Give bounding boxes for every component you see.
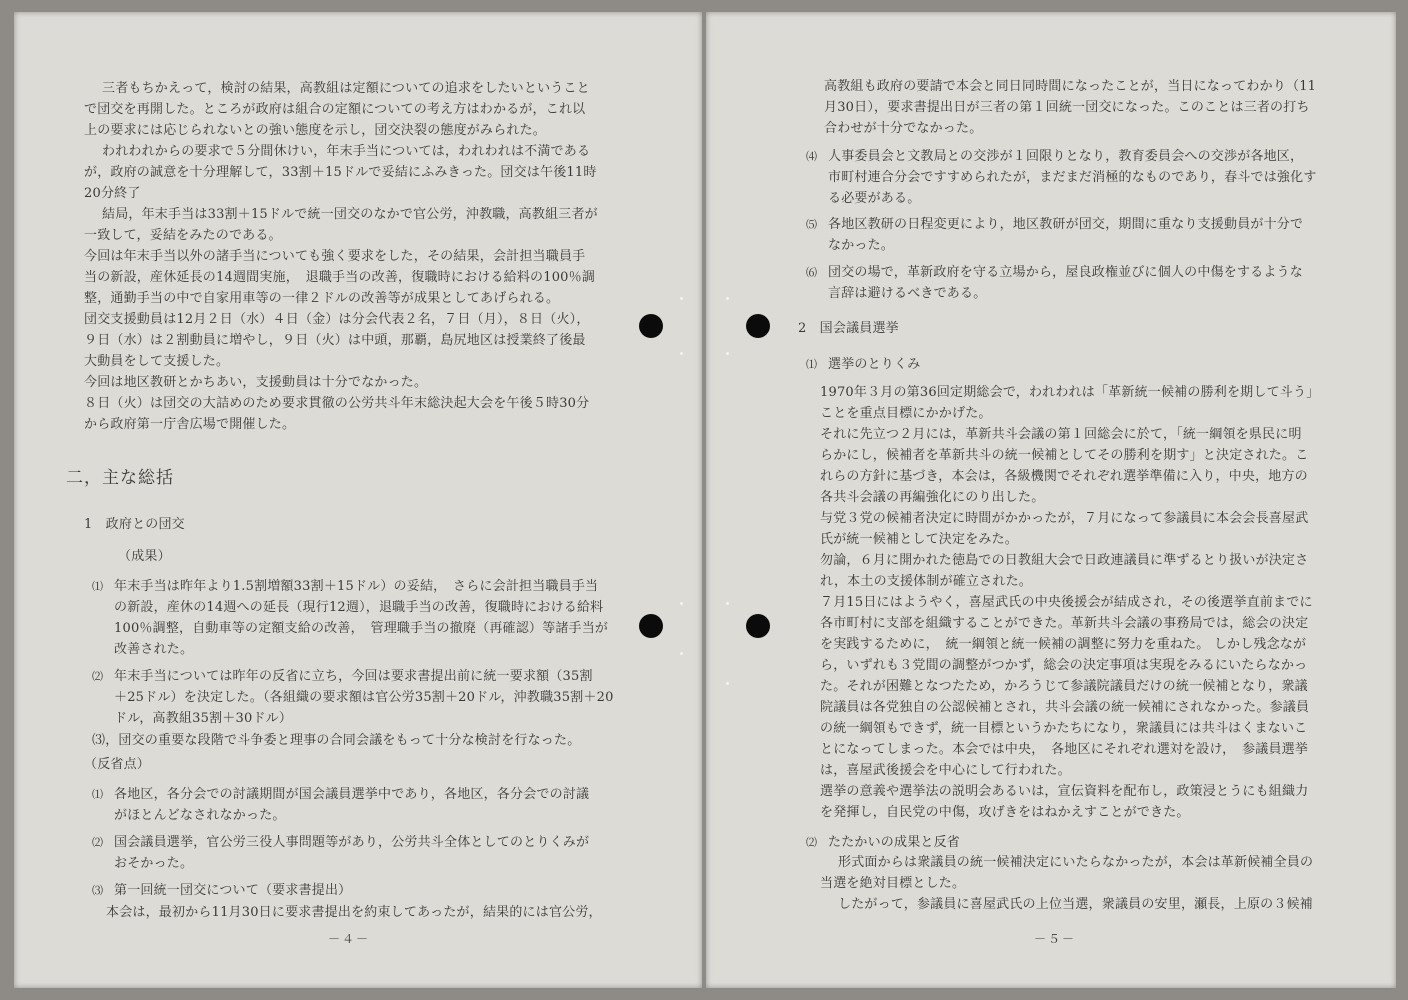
paper-speck	[680, 602, 683, 605]
text-line: 第一回統一団交について（要求書提出）	[114, 883, 352, 898]
text-line: 各共斗会議の再編強化にのり出した。	[820, 490, 1045, 505]
text-line: る必要がある。	[828, 191, 921, 206]
binder-hole	[746, 614, 770, 638]
text-line: 団交の場で，革新政府を守る立場から，屋良政権並びに個人の中傷をするような	[828, 265, 1303, 280]
text-line: 今回は年末手当以外の諸手当についても強く要求をした，その結果，会計担当職員手	[84, 249, 586, 264]
result-item-1	[92, 576, 632, 660]
item-number: ⑹	[806, 266, 818, 279]
paper-speck	[680, 352, 683, 355]
paper-speck	[680, 652, 683, 655]
text-line: 大動員をして支援した。	[84, 354, 230, 369]
page-number: －４－	[328, 932, 371, 946]
result-item-3: ⑶，団交の重要な段階で斗争委と理事の合同会議をもって十分な検討を行なった。	[92, 733, 581, 748]
reflection-item-4	[806, 146, 1351, 209]
text-line: 100％調整，自動車等の定額支給の改善， 管理職手当の撤廃（再確認）等諸手当が	[114, 621, 609, 636]
text-line: 年末手当については昨年の反省に立ち，今回は要求書提出前に統一要求額（35割	[114, 669, 593, 684]
binder-hole	[746, 314, 770, 338]
text-line: がほとんどなされなかった。	[114, 808, 286, 823]
text-line: 結局，年末手当は33割＋15ドルで統一団交のなかで官公労，沖教職，高教組三者が	[102, 207, 598, 222]
text-line: 各地区，各分会での討議期間が国会議員選挙中であり，各地区，各分会での討議	[114, 787, 590, 802]
text-line: 1970年３月の第36回定期総会で，われわれは「革新統一候補の勝利を期して斗う」	[820, 385, 1320, 400]
left-page	[14, 12, 702, 988]
election-body	[820, 382, 1350, 823]
binder-hole	[639, 614, 663, 638]
text-line: れ，本土の支援体制が確立された。	[820, 574, 1032, 589]
item-number: ⑴	[806, 358, 818, 371]
paper-speck	[680, 297, 683, 300]
text-line: ことを重点目標にかかげた。	[820, 406, 992, 421]
reflection-item-6	[806, 262, 1351, 304]
text-line: ら，いずれも３党間の調整がつかず，総会の決定事項は実現をみるにいたらなかっ	[820, 658, 1308, 673]
item-number: ⑵	[806, 836, 818, 849]
paper-speck	[726, 352, 729, 355]
text-line: 氏が統一候補として決定をみた。	[820, 532, 1019, 547]
text-line: ドル，高教組35割＋30ドル）	[114, 711, 293, 726]
section-heading: 二，主な総括	[66, 468, 174, 488]
text-line: 20分終了	[84, 186, 141, 201]
text-line: が，政府の誠意を十分理解して，33割＋15ドルで妥結にふみきった。団交は午後11時	[84, 165, 597, 180]
text-line: 各地区教研の日程変更により，地区教研が団交，期間に重なり支援動員が十分で	[828, 217, 1304, 232]
text-line: 三者もちかえって，検討の結果，高教組は定額についての追求をしたいということ	[102, 81, 590, 96]
paper-speck	[726, 297, 729, 300]
text-line: 言辞は避けるべきである。	[828, 286, 987, 301]
text-line: とになってしまった。本会では中央， 各地区にそれぞれ選対を設け， 参議員選挙	[820, 742, 1309, 757]
text-line: 市町村連合分会ですすめられたが，まだまだ消極的なものであり，春斗では強化す	[828, 170, 1317, 185]
page-number: －５－	[1034, 932, 1077, 946]
text-line: 上の要求には応じられないとの強い態度を示し，団交決裂の態度がみられた。	[84, 123, 547, 138]
reflection-item-5	[806, 214, 1351, 256]
item-number: ⑸	[806, 218, 818, 231]
reflection-item-3-body: 本会は，最初から11月30日に要求書提出を約束してあったが，結果的には官公労，	[106, 905, 602, 920]
item-number: ⑷	[806, 150, 818, 163]
text-line: ＋25ドル）を決定した。（各組織の要求額は官公労35割＋20ドル，沖教職35割＋20	[114, 690, 614, 705]
text-line: 勿論，６月に開かれた徳島での日教組大会で日政連議員に準ずるとり扱いが決定さ	[820, 553, 1309, 568]
text-line: なかった。	[828, 238, 895, 253]
results-label: （成果）	[118, 549, 171, 564]
text-line: したがって，参議員に喜屋武氏の上位当選，衆議員の安里，瀬長，上原の３候補	[838, 897, 1313, 912]
text-line: 合わせが十分でなかった。	[824, 121, 983, 136]
text-line: ８日（火）は団交の大詰めのため要求貫徹の公労共斗年末総決起大会を午後５時30分	[84, 396, 590, 411]
result-item-2	[92, 666, 632, 729]
text-line: らかにし，候補者を革新共斗の統一候補としてその勝利を期す」と決定された。こ	[820, 448, 1309, 463]
text-line: 人事委員会と文教局との交渉が１回限りとなり，教育委員会への交渉が各地区，	[828, 149, 1304, 164]
item-number: ⑴	[92, 580, 104, 593]
text-line: 月30日），要求書提出日が三者の第１回統一団交になった。このことは三者の打ち	[824, 100, 1310, 115]
item-number: ⑶	[92, 884, 104, 897]
subheading-text: たたかいの成果と反省	[828, 835, 961, 850]
reflection-item-3	[92, 880, 632, 901]
text-line: 一致して，妥結をみたのである。	[84, 228, 282, 243]
text-line: 院議員は各党独自の公認候補とされ，共斗会議の統一候補にされなかった。参議員	[820, 700, 1310, 715]
text-line: 団交支援動員は12月２日（水）４日（金）は分会代表２名，７日（月），８日（火），	[84, 312, 590, 327]
election-results-body	[820, 852, 1350, 915]
text-line: おそかった。	[114, 856, 194, 871]
text-line: を実践するために， 統一綱領と統一候補の調整に努力を重ねた。 しかし残念なが	[820, 637, 1307, 652]
text-line: われわれからの要求で５分間休けい，年末手当については，われわれは不満である	[102, 144, 591, 159]
text-line: 整，通勤手当の中で自家用車等の一律２ドルの改善等が成果としてあげられる。	[84, 291, 560, 306]
subheading-text: 選挙のとりくみ	[828, 357, 921, 372]
text-line: は，喜屋武後援会を中心にして行われた。	[820, 763, 1071, 778]
text-line: た。それが困難となつたため，かろうじて参議院議員だけの統一候補となり，衆議	[820, 679, 1308, 694]
text-line: を発揮し，自民党の中傷，攻げきをはねかえすことができた。	[820, 805, 1190, 820]
text-line: 形式面からは衆議員の統一候補決定にいたらなかったが，本会は革新候補全員の	[838, 855, 1314, 870]
paper-speck	[726, 682, 729, 685]
subsection-heading: 2 国会議員選挙	[798, 321, 899, 336]
reflection-item-2	[92, 832, 632, 874]
text-line: それに先立つ２月には，革新共斗会議の第１回総会に於て，「統一綱領を県民に明	[820, 427, 1302, 442]
election-subheading-2	[806, 832, 1351, 853]
text-line: 選挙の意義や選挙法の説明会あるいは，宣伝資料を配布し，政策浸とうにも組織力	[820, 784, 1309, 799]
subsection-heading: 1 政府との団交	[84, 517, 185, 532]
reflection-item-1	[92, 784, 632, 826]
text-line: の新設，産休の14週への延長（現行12週），退職手当の改善，復職時における給料	[114, 600, 604, 615]
paper-speck	[726, 602, 729, 605]
text-line: ７月15日にはようやく，喜屋武氏の中央後援会が結成され，その後選挙直前までに	[820, 595, 1313, 610]
continued-paragraph	[824, 76, 1354, 139]
text-line: で団交を再開した。ところが政府は組合の定額についての考え方はわかるが，これ以	[84, 102, 586, 117]
text-line: 改善された。	[114, 642, 194, 657]
text-line: の統一綱領もできず，統一目標というかたちになり，衆議員には共斗はくまないこ	[820, 721, 1308, 736]
text-line: ９日（水）は２割動員に増やし，９日（火）は中頭，那覇，島尻地区は授業終了後最	[84, 333, 586, 348]
text-line: 与党３党の候補者決定に時間がかかったが，７月になって参議員に本会会長喜屋武	[820, 511, 1309, 526]
intro-paragraphs	[84, 78, 644, 435]
text-line: 今回は地区教研とかちあい，支援動員は十分でなかった。	[84, 375, 428, 390]
item-number: ⑴	[92, 788, 104, 801]
text-line: 高教組も政府の要請で本会と同日同時間になったことが，当日になってわかり（11	[824, 79, 1317, 94]
right-page	[706, 12, 1396, 988]
text-line: 当選を絶対目標とした。	[820, 876, 966, 891]
item-number: ⑵	[92, 670, 104, 683]
binder-hole	[639, 314, 663, 338]
reflection-label: （反省点）	[84, 757, 151, 772]
item-number: ⑵	[92, 836, 104, 849]
text-line: れらの方針に基づき，本会は，各級機関でそれぞれ選挙準備に入り，中央，地方の	[820, 469, 1308, 484]
text-line: 当の新設，産休延長の14週間実施， 退職手当の改善，復職時における給料の100％調	[84, 270, 596, 285]
text-line: 各市町村に支部を組織することができた。革新共斗会議の事務局では，総会の決定	[820, 616, 1309, 631]
text-line: から政府第一庁舎広場で開催した。	[84, 417, 296, 432]
text-line: 年末手当は昨年より1.5割増額33割＋15ドル）の妥結， さらに会計担当職員手当	[114, 579, 599, 594]
election-subheading-1	[806, 354, 1351, 375]
text-line: 国会議員選挙，官公労三役人事問題等があり，公労共斗全体としてのとりくみが	[114, 835, 590, 850]
